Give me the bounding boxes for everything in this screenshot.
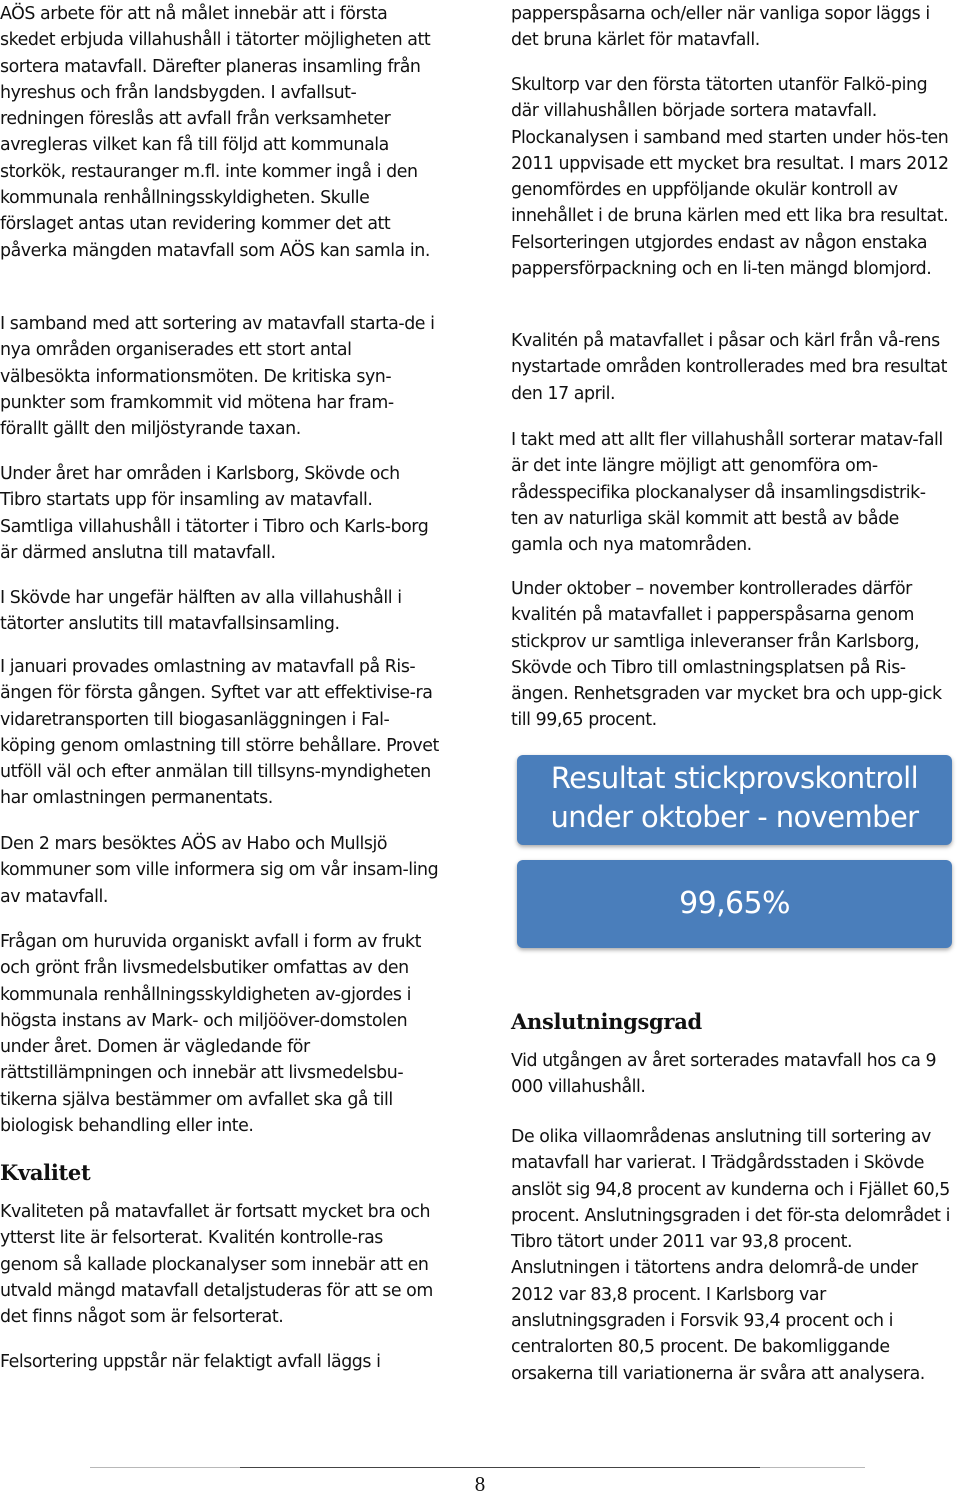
section-heading-anslutningsgrad: Anslutningsgrad [511,1009,702,1034]
paragraph: Kvaliteten på matavfallet är fortsatt mycket bra och ytterst lite är felsorterat. Kvalitén kontrolle-ras genom så kallade plockanalyser som innebär att en utvald mängd matavfall detaljstuderas för att se om det finns något som är felsorterat. [0,1202,433,1328]
paragraph: I takt med att allt fler villahushåll sorterar matav-fall är det inte längre möjligt att genomföra om-rådesspecifika plockanalyser då insamlingsdistrik-ten av naturliga skäl kommit att bestå av både gamla och nya matområden. [511,430,943,556]
paragraph: I januari provades omlastning av matavfall på Ris-ängen för första gången. Syftet var att effektivise-ra vidaretransporten till biogasanläggningen i Fal-köping genom omlastning till större behållare. Provet utföll väl och efter anmälan till tillsyns-myndigheten har omlastningen permanentats. [0,657,439,809]
paragraph: Kvalitén på matavfallet i påsar och kärl från vå-rens nystartade områden kontrollerades med bra resultat den 17 april. [511,331,948,404]
paragraph: Skultorp var den första tätorten utanför Falkö-ping där villahushållen började sortera matavfall. Plockanalysen i samband med starten under hös-ten 2011 uppvisade ett mycket bra resultat. I mars 2012 genomfördes en uppföljande okulär kontroll av innehållet i de bruna kärlen med ett lika bra resultat. Felsorteringen utgjordes endast av någon enstaka pappersförpackning och en li-ten mängd blomjord. [511,75,949,280]
result-box-title: Resultat stickprovskontroll under oktober - november [517,755,952,845]
paragraph: Vid utgången av året sorterades matavfall hos ca 9 000 villahushåll. [511,1051,937,1098]
result-box-value: 99,65% [517,860,952,948]
paragraph: De olika villaområdenas anslutning till sortering av matavfall har varierat. I Trädgårdsstaden i Skövde anslöt sig 94,8 procent av kunderna och i Fjället 60,5 procent. Anslutningsgraden i det för-sta delområdet i Tibro tätort under 2011 var 93,8 procent. Anslutningen i tätortens andra delområ-de under 2012 var 83,8 procent. I Karlsborg var anslutningsgraden i Forsvik 93,4 procent och i centralorten 80,5 procent. De bakomliggande orsakerna till variationerna är svåra att analysera. [511,1127,950,1384]
section-heading-kvalitet: Kvalitet [0,1160,91,1185]
paragraph: I Skövde har ungefär hälften av alla villahushåll i tätorter anslutits till matavfallsinsamling. [0,588,402,635]
page-number: 8 [474,1472,486,1496]
footer-divider-dark [240,1467,760,1468]
paragraph: Under året har områden i Karlsborg, Skövde och Tibro startats upp för insamling av matavfall. Samtliga villahushåll i tätorter i Tibro och Karls-borg är därmed anslutna till matavfall. [0,464,429,563]
paragraph: Frågan om huruvida organiskt avfall i form av frukt och grönt från livsmedelsbutiker omfattas av den kommunala renhållningsskyldigheten av-gjordes i högsta instans av Mark- och miljööver-domstolen under året. Domen är vägledande för rättstillämpningen och innebär att livsmedelsbu-tikerna själva bestämmer om avfallet ska gå till biologisk behandling eller inte. [0,932,422,1137]
paragraph: Under oktober – november kontrollerades därför kvalitén på matavfallet i papperspåsarna genom stickprov ur samtliga inleveranser från Karlsborg, Skövde och Tibro till omlastningsplatsen på Ris-ängen. Renhetsgraden var mycket bra och upp-gick till 99,65 procent. [511,579,942,731]
paragraph: papperspåsarna och/eller när vanliga sopor läggs i det bruna kärlet för matavfall. [511,4,930,51]
paragraph: AÖS arbete för att nå målet innebär att i första skedet erbjuda villahushåll i tätorter möjligheten att sortera matavfall. Därefter planeras insamling från hyreshus och från landsbygden. I avfallsut-redningen föreslås att avfall från verksamheter avregleras vilket kan få till följd att kommunala storkök, restauranger m.fl. inte kommer ingå i den kommunala renhållningsskyldigheten. Skulle förslaget antas utan revidering kommer det att påverka mängden matavfall som AÖS kan samla in. [0,4,431,261]
paragraph: I samband med att sortering av matavfall starta-de i nya områden organiserades ett stort antal välbesökta informationsmöten. De kritiska syn-punkter som framkommit vid mötena har fram-förallt gällt den miljöstyrande taxan. [0,314,435,440]
paragraph: Felsortering uppstår när felaktigt avfall läggs i [0,1352,381,1372]
paragraph: Den 2 mars besöktes AÖS av Habo och Mullsjö kommuner som ville informera sig om vår insam-ling av matavfall. [0,834,439,907]
